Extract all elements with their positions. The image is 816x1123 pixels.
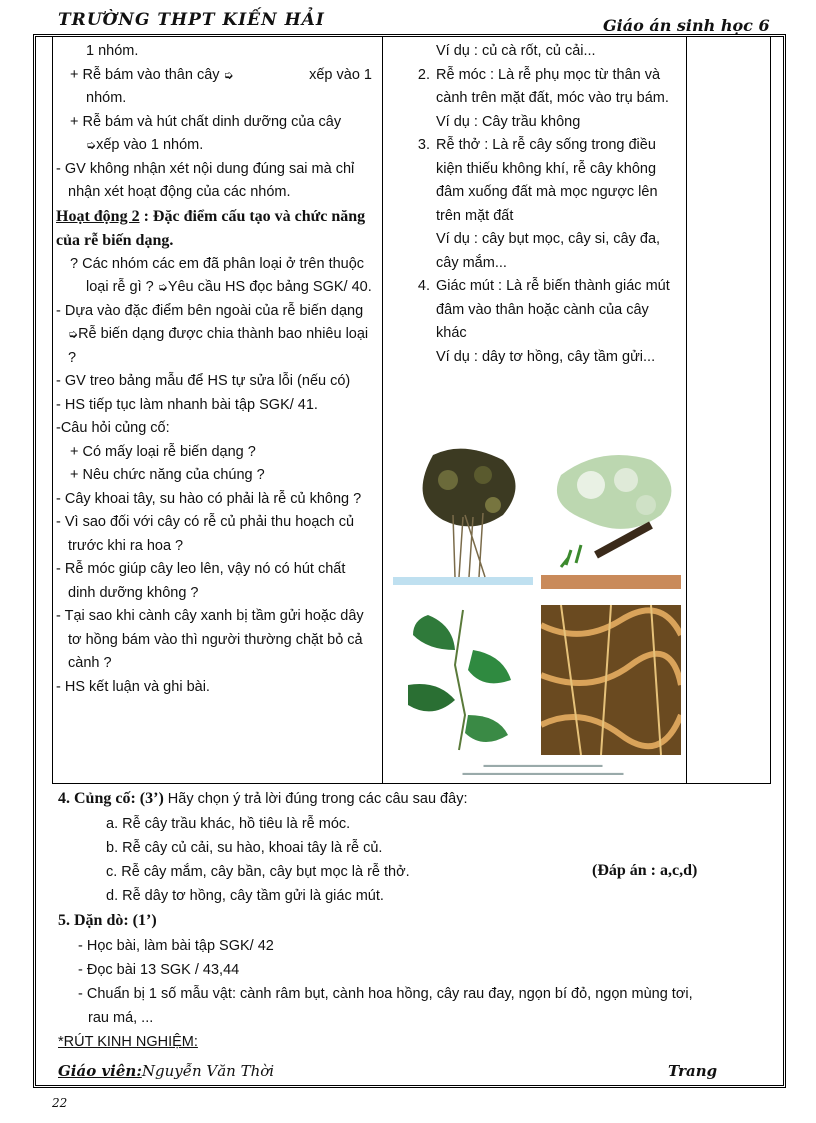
homework-line: rau má, ... bbox=[88, 1010, 154, 1026]
text-line: + Rễ bám vào thân cây ➭ xếp vào 1 bbox=[70, 66, 372, 83]
homework-line: - Đọc bài 13 SGK / 43,44 bbox=[78, 962, 240, 978]
arrow-icon: ➭ bbox=[86, 138, 97, 152]
text-line: - Dựa vào đặc điểm bên ngoài của rễ biến dạng ➭Rễ biến dạng được chia thành bao nhiêu loại ? bbox=[56, 302, 369, 366]
text-line: - Vì sao đối với cây có rễ củ phải thu hoạch củ trước khi ra hoa ? bbox=[56, 514, 355, 554]
text-line: + Nêu chức năng của chúng ? bbox=[70, 467, 265, 483]
figure-caption: ▬▬▬▬▬▬▬▬▬▬▬▬▬▬▬▬▬ ▬▬▬▬▬▬▬▬▬▬▬▬▬▬▬▬▬▬▬▬▬▬▬ bbox=[462, 762, 624, 777]
option-line: c. Rễ cây mắm, cây bần, cây bụt mọc là rễ thở. bbox=[106, 864, 410, 880]
text-line: - HS tiếp tục làm nhanh bài tập SGK/ 41. bbox=[56, 396, 318, 413]
text-line: - HS kết luận và ghi bài. bbox=[56, 678, 210, 695]
list-item: 3. Rễ thở : Là rễ cây sống trong điều kiện thiếu không khí, rễ cây không đâm xuống đất mà mọc ngược lên trên mặt đất Ví dụ : cây bụt mọc, cây si, cây đa, cây mắm... bbox=[417, 137, 661, 271]
content-column bbox=[408, 40, 680, 369]
text-line: - GV không nhận xét nội dung đúng sai mà chỉ nhận xét hoạt động của các nhóm. bbox=[56, 160, 355, 200]
dodder-illustration bbox=[541, 605, 681, 755]
text-line: - Cây khoai tây, su hào có phải là rễ củ không ? bbox=[56, 490, 362, 507]
text-line: - Rễ móc giúp cây leo lên, vậy nó có hút chất dinh dưỡng không ? bbox=[56, 561, 346, 601]
section-5-heading: 5. Dặn dò: (1’) bbox=[58, 912, 157, 929]
school-header: TRƯỜNG THPT KIẾN HẢI bbox=[58, 10, 325, 30]
text-line: 1 nhóm. bbox=[86, 43, 139, 59]
text-line: nhóm. bbox=[86, 90, 127, 106]
arrow-icon: ➭ bbox=[68, 327, 79, 341]
text-line: + Có mấy loại rễ biến dạng ? bbox=[70, 443, 256, 460]
option-line: a. Rễ cây trầu khác, hồ tiêu là rễ móc. bbox=[106, 816, 351, 832]
mangrove-root-illustration bbox=[541, 445, 681, 595]
answer-key: (Đáp án : a,c,d) bbox=[592, 862, 698, 879]
list-item: 4. Giác mút : Là rễ biến thành giác mút đâm vào thân hoặc cành của cây khác Ví dụ : dây tơ hồng, cây tầm gửi... bbox=[417, 278, 670, 365]
rut-kinh-nghiem-heading: *RÚT KINH NGHIỆM: bbox=[58, 1034, 198, 1050]
betel-vine-illustration bbox=[393, 605, 533, 755]
arrow-icon: ➭ bbox=[157, 280, 168, 294]
homework-line: - Chuẩn bị 1 số mẫu vật: cành râm bụt, cành hoa hồng, cây rau đay, ngọn bí đỏ, ngọn mùng tơi, bbox=[78, 986, 693, 1002]
text-line: + Rễ bám và hút chất dinh dưỡng của cây bbox=[70, 113, 342, 130]
text-line: ➭xếp vào 1 nhóm. bbox=[86, 137, 204, 153]
root-illustrations bbox=[393, 445, 688, 780]
subject-header: Giáo án sinh học 6 bbox=[603, 16, 770, 35]
arrow-icon: ➭ bbox=[223, 67, 234, 82]
aerial-root-illustration bbox=[393, 445, 533, 595]
option-line: d. Rễ dây tơ hồng, cây tầm gửi là giác mút. bbox=[106, 888, 384, 904]
teacher-activity-column bbox=[56, 40, 376, 699]
page-label: Trang bbox=[668, 1062, 718, 1080]
section-4-heading: 4. Củng cố: (3’) Hãy chọn ý trả lời đúng trong các câu sau đây: bbox=[58, 790, 468, 807]
question-line: ? Các nhóm các em đã phân loại ở trên thuộc loại rễ gì ? ➭Yêu cầu HS đọc bảng SGK/ 40. bbox=[70, 255, 372, 295]
activity-2-heading: Hoạt động 2 : Đặc điểm cấu tạo và chức năng của rễ biến dạng. bbox=[56, 207, 366, 249]
teacher-signature: Giáo viên:Nguyễn Văn Thời bbox=[58, 1062, 275, 1080]
text-line: - Tại sao khi cành cây xanh bị tầm gửi hoặc dây tơ hồng bám vào thì người thường chặt bỏ cả cành ? bbox=[56, 608, 364, 671]
column-divider-1 bbox=[382, 36, 383, 783]
page-number: 22 bbox=[52, 1096, 68, 1110]
list-item: 2. Rễ móc : Là rễ phụ mọc từ thân và cành trên mặt đất, móc vào trụ bám. Ví dụ : Cây trầu không bbox=[417, 66, 669, 130]
homework-line: - Học bài, làm bài tập SGK/ 42 bbox=[78, 938, 274, 954]
example-line: Ví dụ : củ cà rốt, củ cải... bbox=[436, 43, 596, 59]
option-line: b. Rễ cây củ cải, su hào, khoai tây là rễ củ. bbox=[106, 840, 383, 856]
text-line: -Câu hỏi củng cố: bbox=[56, 420, 170, 436]
text-line: - GV treo bảng mẫu để HS tự sửa lỗi (nếu có) bbox=[56, 373, 351, 389]
